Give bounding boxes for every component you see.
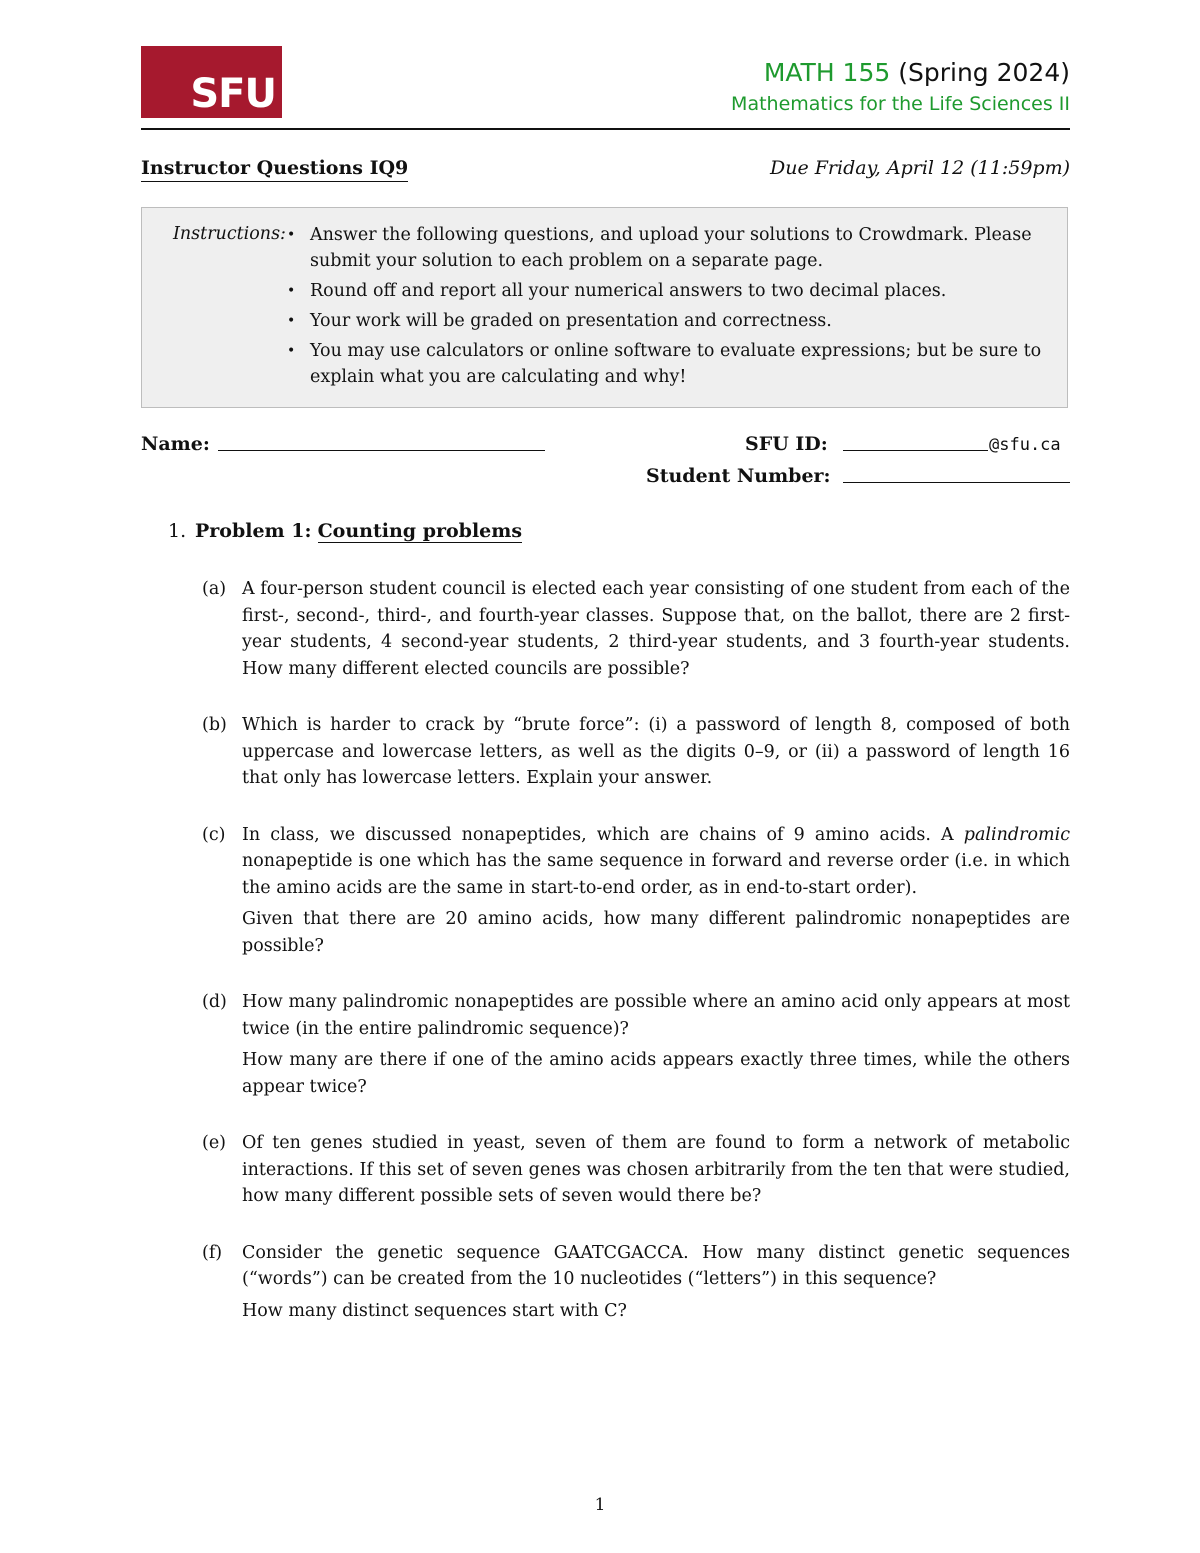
part-followup: How many distinct sequences start with C? [242,1300,627,1321]
part-text: In class, we discussed nonapeptides, which are chains of 9 amino acids. A palindromic nonapeptide is one which has the same sequence in forward and reverse order (i.e. in which the amino acids are the same in start-to-end order, as in end-to-start order). [242,824,1070,898]
bullet-icon: • [287,343,296,359]
problem-topic: Counting problems [317,520,523,542]
bullet-icon: • [287,227,296,243]
part-label: (e) [202,1133,227,1153]
sfu-logo-text: SFU [190,71,276,117]
part-a [202,576,1070,682]
course-name: Mathematics for the Life Sciences II [731,93,1070,115]
instructions-label: Instructions: [173,224,286,244]
header-rule [141,128,1070,130]
sfu-id-label: SFU ID: [745,433,828,455]
name-label: Name: [141,433,210,455]
instructions-list [287,222,1050,394]
part-d [202,989,1070,1100]
bullet-icon: • [287,313,296,329]
part-followup: How many are there if one of the amino acids appears exactly three times, while the others appear twice? [242,1050,1070,1097]
part-label: (f) [202,1242,223,1263]
sfu-logo [141,46,282,118]
part-text: Which is harder to crack by “brute force”: (i) a password of length 8, composed of both uppercase and lowercase letters, as well as the digits 0–9, or (ii) a password of length 16 that only has lowercase letters. Explain your answer. [242,715,1070,788]
bullet-icon: • [287,283,296,299]
assignment-title: Instructor Questions IQ9 [141,156,408,182]
part-e [202,1130,1070,1210]
student-number-field[interactable] [843,482,1070,483]
part-label: (d) [202,992,227,1012]
part-b [202,712,1070,792]
part-f [202,1240,1070,1325]
part-label: (a) [202,579,227,599]
problem-number: 1. [168,520,187,542]
course-code: MATH 155 [763,58,891,87]
part-text: A four-person student council is elected each year consisting of one student from each of the first-, second-, third-, and fourth-year classes. Suppose that, on the ballot, there are 2 first-year students, 4 second-year students, 2 third-year students, and 3 fourth-year students. How many different elected councils are possible? [242,579,1070,679]
instruction-item: • Round off and report all your numerical answers to two decimal places. [310,278,1050,304]
problem-heading [168,518,522,544]
due-date: Due Friday, April 12 (11:59pm) [769,157,1070,179]
part-label: (c) [202,824,226,845]
part-c [202,822,1070,960]
sfu-id-field[interactable] [843,450,988,451]
problem-parts [202,576,1070,1328]
page-number: 1 [594,1495,606,1515]
part-label: (b) [202,715,227,735]
instructions-box [141,207,1068,408]
student-number-label: Student Number: [646,465,831,487]
course-title [731,56,1070,118]
emphasis-palindromic: palindromic [963,824,1070,845]
part-text: Of ten genes studied in yeast, seven of them are found to form a network of metabolic interactions. If this set of seven genes was chosen arbitrarily from the ten that were studied, how many different possible sets of seven would there be? [242,1133,1070,1206]
instruction-item: • You may use calculators or online software to evaluate expressions; but be sure to explain what you are calculating and why! [310,338,1050,390]
part-text: Consider the genetic sequence GAATCGACCA. How many distinct genetic sequences (“words”) can be created from the 10 nucleotides (“letters”) in this sequence? [242,1242,1070,1289]
problem-label: Problem 1: [195,520,312,542]
part-text: How many palindromic nonapeptides are possible where an amino acid only appears at most twice (in the entire palindromic sequence)? [242,992,1070,1039]
sfu-domain: @sfu.ca [989,435,1061,455]
name-field[interactable] [218,450,545,451]
part-followup: Given that there are 20 amino acids, how many different palindromic nonapeptides are possible? [242,909,1070,956]
instruction-item: • Your work will be graded on presentation and correctness. [310,308,1050,334]
instruction-item: • Answer the following questions, and upload your solutions to Crowdmark. Please submit your solution to each problem on a separate page. [310,222,1050,274]
course-title-line [731,56,1070,90]
course-term: (Spring 2024) [898,58,1070,87]
